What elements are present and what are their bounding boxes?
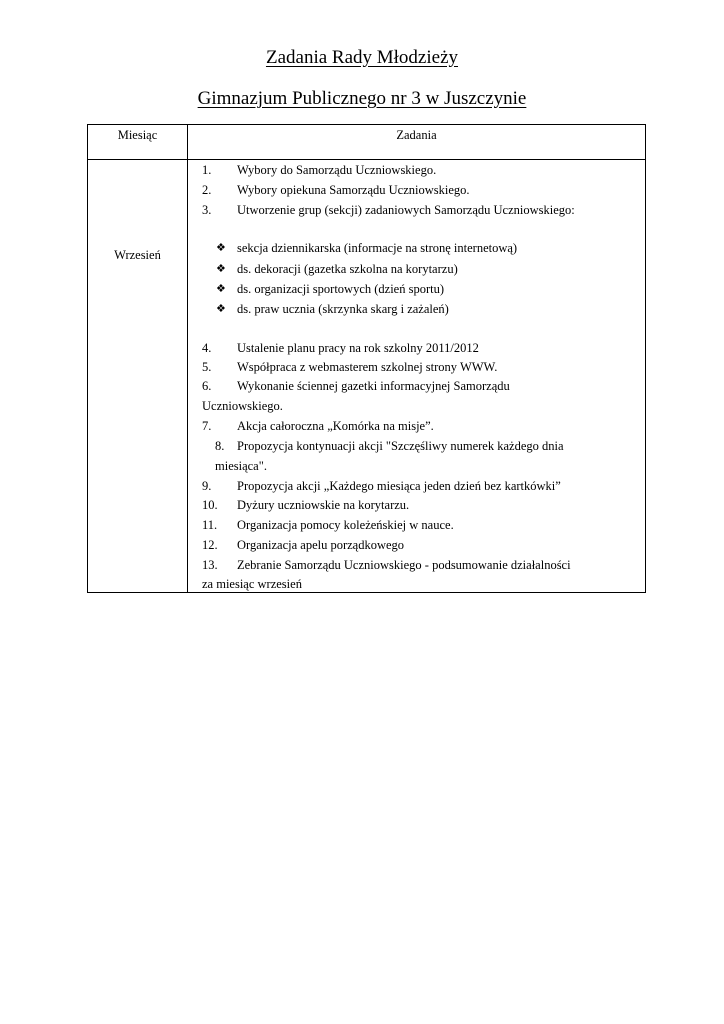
item-text-continued: Uczniowskiego. [202, 399, 283, 413]
section-item [0, 238, 724, 258]
list-item [0, 357, 724, 377]
item-text: Organizacja pomocy koleżeńskiej w nauce. [237, 518, 454, 532]
item-number: 6. [202, 379, 212, 393]
diamond-bullet-icon: ❖ [216, 263, 226, 275]
item-number: 11. [202, 518, 218, 532]
list-item-continuation [0, 396, 724, 416]
diamond-bullet-icon: ❖ [216, 283, 226, 295]
item-number: 2. [202, 183, 212, 197]
section-text: ds. organizacji sportowych (dzień sportu) [237, 282, 445, 296]
item-text: Wybory opiekuna Samorządu Uczniowskiego. [237, 183, 470, 197]
item-number: 4. [202, 341, 212, 355]
list-item [0, 555, 724, 575]
header-month: Miesiąc [117, 128, 158, 142]
item-text-continued: za miesiąc wrzesień [202, 577, 302, 591]
document-title: Zadania Rady Młodzieży [265, 47, 459, 68]
section-item [0, 259, 724, 279]
item-text: Akcja całoroczna „Komórka na misje”. [237, 419, 434, 433]
item-number: 3. [202, 203, 212, 217]
list-item [0, 476, 724, 496]
list-item [0, 535, 724, 555]
item-text: Wybory do Samorządu Uczniowskiego. [237, 163, 437, 177]
item-text: Ustalenie planu pracy na rok szkolny 2011/2012 [237, 341, 479, 355]
list-item [0, 338, 724, 358]
header-tasks: Zadania [396, 128, 437, 142]
item-number: 1. [202, 163, 212, 177]
list-item [0, 180, 724, 200]
list-item [0, 495, 724, 515]
item-text: Propozycja kontynuacji akcji "Szczęśliwy numerek każdego dnia [237, 439, 564, 453]
document-subtitle: Gimnazjum Publicznego nr 3 w Juszczynie [197, 88, 527, 109]
section-item [0, 279, 724, 299]
section-text: sekcja dziennikarska (informacje na stronę internetową) [237, 241, 518, 255]
item-number: 8. [215, 439, 225, 453]
list-item [0, 376, 724, 396]
item-text: Wykonanie ściennej gazetki informacyjnej Samorządu [237, 379, 510, 393]
diamond-bullet-icon: ❖ [216, 242, 226, 254]
list-item [0, 436, 724, 456]
item-number: 10. [202, 498, 218, 512]
section-item [0, 299, 724, 319]
list-item-continuation [0, 574, 724, 594]
list-item [0, 515, 724, 535]
list-item-continuation [0, 456, 724, 476]
item-text: Utworzenie grup (sekcji) zadaniowych Samorządu Uczniowskiego: [237, 203, 575, 217]
section-text: ds. dekoracji (gazetka szkolna na korytarzu) [237, 262, 458, 276]
diamond-bullet-icon: ❖ [216, 303, 226, 315]
item-text: Organizacja apelu porządkowego [237, 538, 405, 552]
list-item [0, 200, 724, 220]
section-text: ds. praw ucznia (skrzynka skarg i zażaleń) [237, 302, 449, 316]
list-item [0, 160, 724, 180]
item-text: Współpraca z webmasterem szkolnej strony WWW. [237, 360, 498, 374]
list-item [0, 416, 724, 436]
item-text: Propozycja akcji „Każdego miesiąca jeden dzień bez kartkówki” [237, 479, 561, 493]
item-number: 5. [202, 360, 212, 374]
item-text: Dyżury uczniowskie na korytarzu. [237, 498, 410, 512]
item-number: 13. [202, 558, 218, 572]
item-number: 7. [202, 419, 212, 433]
item-text: Zebranie Samorządu Uczniowskiego - podsumowanie działalności [237, 558, 571, 572]
item-text-continued: miesiąca". [215, 459, 267, 473]
item-number: 12. [202, 538, 218, 552]
item-number: 9. [202, 479, 212, 493]
month-cell: Wrzesień [114, 248, 161, 262]
